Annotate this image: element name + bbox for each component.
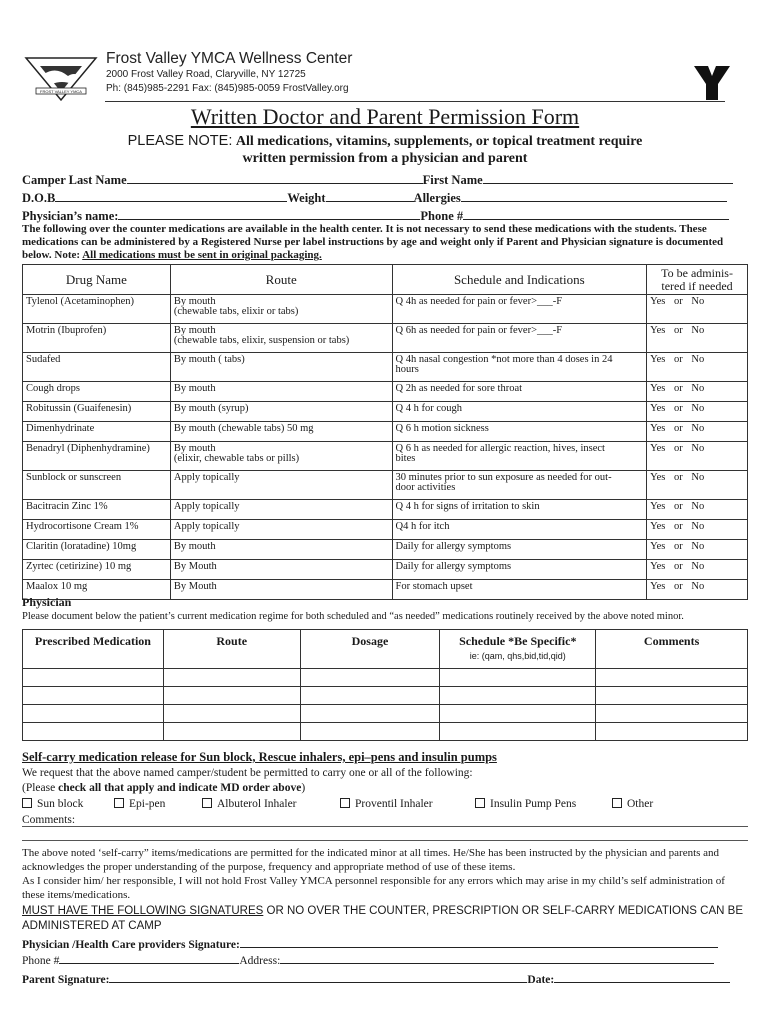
table-row <box>23 353 748 382</box>
route-cell: By Mouth <box>170 580 392 600</box>
original-packaging-note: All medications must be sent in original packaging. <box>82 249 322 261</box>
option-insulin-pump-pens[interactable]: Insulin Pump Pens <box>475 798 576 810</box>
entry-cell[interactable] <box>23 669 164 687</box>
table-row <box>23 580 748 600</box>
org-address: 2000 Frost Valley Road, Claryville, NY 12725 <box>106 69 306 80</box>
yes-no-cell[interactable]: Yes or No <box>647 295 748 324</box>
table-header-row <box>23 630 748 669</box>
route-cell: Apply topically <box>170 471 392 500</box>
entry-cell[interactable] <box>596 669 748 687</box>
date-field[interactable] <box>554 971 730 983</box>
entry-cell[interactable] <box>440 669 596 687</box>
frost-valley-logo-icon <box>22 54 100 102</box>
route-cell: By mouth (elixir, chewable tabs or pills) <box>170 442 392 471</box>
org-name: Frost Valley YMCA Wellness Center <box>106 50 353 67</box>
entry-cell[interactable] <box>440 687 596 705</box>
drug-name-cell: Sunblock or sunscreen <box>23 471 171 500</box>
option-epi-pen[interactable]: Epi-pen <box>114 798 165 810</box>
yes-no-cell[interactable]: Yes or No <box>647 560 748 580</box>
option-sun-block[interactable]: Sun block <box>22 798 83 810</box>
drug-name-cell: Bacitracin Zinc 1% <box>23 500 171 520</box>
col-comments: Comments <box>596 630 748 669</box>
provider-address-field[interactable] <box>280 952 714 964</box>
entry-cell[interactable] <box>300 705 440 723</box>
schedule-cell: Q 6h as needed for pain or fever>___-F <box>392 324 647 353</box>
table-row <box>23 442 748 471</box>
dob-field[interactable] <box>55 190 287 202</box>
drug-name-cell: Motrin (Ibuprofen) <box>23 324 171 353</box>
route-cell: Apply topically <box>170 500 392 520</box>
checkbox[interactable] <box>340 798 350 808</box>
entry-cell[interactable] <box>440 705 596 723</box>
route-cell: By mouth (chewable tabs, elixir, suspension or tabs) <box>170 324 392 353</box>
checkbox[interactable] <box>22 798 32 808</box>
col-administer: To be adminis-tered if needed <box>647 265 748 295</box>
schedule-cell: Q 4 h for cough <box>392 402 647 422</box>
weight-label: Weight <box>287 191 326 205</box>
letterhead <box>22 50 748 102</box>
drug-name-cell: Sudafed <box>23 353 171 382</box>
schedule-cell: Q 4h nasal congestion *not more than 4 doses in 24 hours <box>392 353 647 382</box>
checkbox[interactable] <box>612 798 622 808</box>
route-cell: By mouth ( tabs) <box>170 353 392 382</box>
schedule-cell: Q4 h for itch <box>392 520 647 540</box>
parent-signature-field[interactable] <box>109 971 527 983</box>
drug-name-cell: Tylenol (Acetaminophen) <box>23 295 171 324</box>
col-route: Route <box>163 630 300 669</box>
yes-no-cell[interactable]: Yes or No <box>647 580 748 600</box>
table-row <box>23 471 748 500</box>
svg-text:FROST VALLEY YMCA: FROST VALLEY YMCA <box>40 89 82 94</box>
yes-no-cell[interactable]: Yes or No <box>647 422 748 442</box>
drug-name-cell: Zyrtec (cetirizine) 10 mg <box>23 560 171 580</box>
entry-cell[interactable] <box>163 687 300 705</box>
schedule-cell: 30 minutes prior to sun exposure as needed for out- door activities <box>392 471 647 500</box>
entry-cell[interactable] <box>163 723 300 741</box>
schedule-cell: Q 6 h as needed for allergic reaction, hives, insect bites <box>392 442 647 471</box>
yes-no-cell[interactable]: Yes or No <box>647 520 748 540</box>
physician-name-field[interactable] <box>118 208 420 220</box>
table-row <box>23 402 748 422</box>
option-albuterol-inhaler[interactable]: Albuterol Inhaler <box>202 798 297 810</box>
entry-cell[interactable] <box>23 687 164 705</box>
schedule-cell: Daily for allergy symptoms <box>392 540 647 560</box>
entry-cell[interactable] <box>596 705 748 723</box>
drug-name-cell: Cough drops <box>23 382 171 402</box>
please-note-line2: written permission from a physician and parent <box>242 151 528 166</box>
table-row <box>23 687 748 705</box>
self-carry-statement: The above noted ‘self-carry” items/medications are permitted for the indicated minor at all times. He/She has been instructed by the physician and parents and acknowledges the proper understanding of the purpose, frequency and appropriate method of use of these items. <box>22 847 720 873</box>
col-dosage: Dosage <box>300 630 440 669</box>
ymca-y-logo-icon <box>692 64 732 102</box>
col-schedule: Schedule and Indications <box>392 265 647 295</box>
checkbox[interactable] <box>114 798 124 808</box>
yes-no-cell[interactable]: Yes or No <box>647 382 748 402</box>
drug-name-cell: Dimenhydrinate <box>23 422 171 442</box>
col-prescribed-medication: Prescribed Medication <box>23 630 164 669</box>
self-carry-instruction: (Please check all that apply and indicate MD order above) <box>22 782 306 794</box>
self-carry-heading: Self-carry medication release for Sun block, Rescue inhalers, epi–pens and insulin pumps <box>22 750 497 764</box>
col-route: Route <box>170 265 392 295</box>
option-proventil-inhaler[interactable]: Proventil Inhaler <box>340 798 433 810</box>
last-name-field[interactable] <box>127 172 423 184</box>
otc-drug-table <box>22 264 748 600</box>
last-name-label: Camper Last Name <box>22 173 127 187</box>
physician-phone-field[interactable] <box>463 208 729 220</box>
table-header-row <box>23 265 748 295</box>
yes-no-cell[interactable]: Yes or No <box>647 471 748 500</box>
self-carry-request: We request that the above named camper/student be permitted to carry one or all of the following: <box>22 767 473 779</box>
schedule-cell: Q 2h as needed for sore throat <box>392 382 647 402</box>
yes-no-cell[interactable]: Yes or No <box>647 402 748 422</box>
route-cell: By mouth <box>170 382 392 402</box>
camper-name-row <box>22 172 733 188</box>
table-row <box>23 669 748 687</box>
form-title: Written Doctor and Parent Permission Form <box>190 104 580 129</box>
provider-contact-row: Phone # Address: <box>22 952 714 967</box>
entry-cell[interactable] <box>300 687 440 705</box>
comments-label: Comments: <box>22 814 76 826</box>
route-cell: By mouth (chewable tabs, elixir or tabs) <box>170 295 392 324</box>
schedule-hint: ie: (qam, qhs,bid,tid,qid) <box>469 651 566 661</box>
dob-label: D.O.B <box>22 191 56 205</box>
entry-cell[interactable] <box>163 669 300 687</box>
first-name-label: First Name <box>422 173 483 187</box>
col-schedule: Schedule *Be Specific* ie: (qam, qhs,bid,tid,qid) <box>440 630 596 669</box>
drug-name-cell: Benadryl (Diphenhydramine) <box>23 442 171 471</box>
allergies-field[interactable] <box>461 190 727 202</box>
physician-instructions: Please document below the patient’s current medication regime for both scheduled and “as needed” medications routinely received by the above noted minor. <box>22 611 684 622</box>
provider-phone-field[interactable] <box>59 952 239 964</box>
table-row <box>23 422 748 442</box>
svg-text:Y: Y <box>712 88 713 89</box>
dob-weight-row <box>22 190 727 206</box>
option-other[interactable]: Other <box>612 798 653 810</box>
checkbox[interactable] <box>202 798 212 808</box>
schedule-cell: Daily for allergy symptoms <box>392 560 647 580</box>
allergies-label: Allergies <box>413 191 461 205</box>
route-cell: By mouth (chewable tabs) 50 mg <box>170 422 392 442</box>
first-name-field[interactable] <box>483 172 733 184</box>
table-row <box>23 295 748 324</box>
route-cell: By mouth (syrup) <box>170 402 392 422</box>
drug-name-cell: Maalox 10 mg <box>23 580 171 600</box>
physician-name-label: Physician’s name: <box>22 209 119 223</box>
signature-requirement: MUST HAVE THE FOLLOWING SIGNATURES OR NO OVER THE COUNTER, PRESCRIPTION OR SELF-CARRY MEDICATIONS CAN BE ADMINISTERED AT CAMP <box>22 905 743 932</box>
entry-cell[interactable] <box>163 705 300 723</box>
table-row <box>23 723 748 741</box>
physician-phone-label: Phone # <box>420 209 464 223</box>
responsibility-statement: As I consider him/ her responsible, I will not hold Frost Valley YMCA personnel responsible for any errors which may arise in my child’s self administration of these items/medications. <box>22 875 725 901</box>
self-carry-options <box>22 798 748 814</box>
table-row <box>23 520 748 540</box>
otc-paragraph: The following over the counter medications are available in the health center. It is not necessary to send these medications with the students. These medications can be administered by a Registered Nurse per label instructions by age and weight only if Parent and Physician signature is documented below. Note: All medications must be sent in original packaging. <box>22 223 724 261</box>
drug-name-cell: Robitussin (Guaifenesin) <box>23 402 171 422</box>
physician-signature-row: Physician /Health Care providers Signature: <box>22 936 718 951</box>
comments-field-line2[interactable] <box>22 840 748 841</box>
comments-field[interactable] <box>22 826 748 827</box>
org-contact: Ph: (845)985-2291 Fax: (845)985-0059 FrostValley.org <box>106 83 349 94</box>
yes-no-cell[interactable]: Yes or No <box>647 500 748 520</box>
entry-cell[interactable] <box>596 723 748 741</box>
yes-no-cell[interactable]: Yes or No <box>647 540 748 560</box>
entry-cell[interactable] <box>596 687 748 705</box>
schedule-cell: Q 4 h for signs of irritation to skin <box>392 500 647 520</box>
entry-cell[interactable] <box>440 723 596 741</box>
table-row <box>23 382 748 402</box>
please-note-text: All medications, vitamins, supplements, or topical treatment require <box>235 134 643 149</box>
entry-cell[interactable] <box>23 723 164 741</box>
entry-cell[interactable] <box>300 723 440 741</box>
entry-cell[interactable] <box>300 669 440 687</box>
header-rule <box>105 101 725 102</box>
schedule-cell: For stomach upset <box>392 580 647 600</box>
table-row <box>23 540 748 560</box>
physician-signature-field[interactable] <box>240 936 718 948</box>
table-row <box>23 560 748 580</box>
prescribed-meds-table <box>22 629 748 741</box>
physician-heading: Physician <box>22 595 72 609</box>
parent-signature-row: Parent Signature: Date: <box>22 971 730 986</box>
yes-no-cell[interactable]: Yes or No <box>647 324 748 353</box>
table-row <box>23 500 748 520</box>
yes-no-cell[interactable]: Yes or No <box>647 353 748 382</box>
col-drug-name: Drug Name <box>23 265 171 295</box>
weight-field[interactable] <box>326 190 414 202</box>
comments-row <box>22 814 75 826</box>
table-row <box>23 324 748 353</box>
please-note-line1 <box>0 133 770 150</box>
route-cell: Apply topically <box>170 520 392 540</box>
schedule-cell: Q 6 h motion sickness <box>392 422 647 442</box>
route-cell: By mouth <box>170 540 392 560</box>
schedule-cell: Q 4h as needed for pain or fever>___-F <box>392 295 647 324</box>
entry-cell[interactable] <box>23 705 164 723</box>
physician-row <box>22 208 729 224</box>
drug-name-cell: Claritin (loratadine) 10mg <box>23 540 171 560</box>
checkbox[interactable] <box>475 798 485 808</box>
table-row <box>23 705 748 723</box>
yes-no-cell[interactable]: Yes or No <box>647 442 748 471</box>
drug-name-cell: Hydrocortisone Cream 1% <box>23 520 171 540</box>
please-note-label: PLEASE NOTE: <box>127 133 233 149</box>
route-cell: By Mouth <box>170 560 392 580</box>
